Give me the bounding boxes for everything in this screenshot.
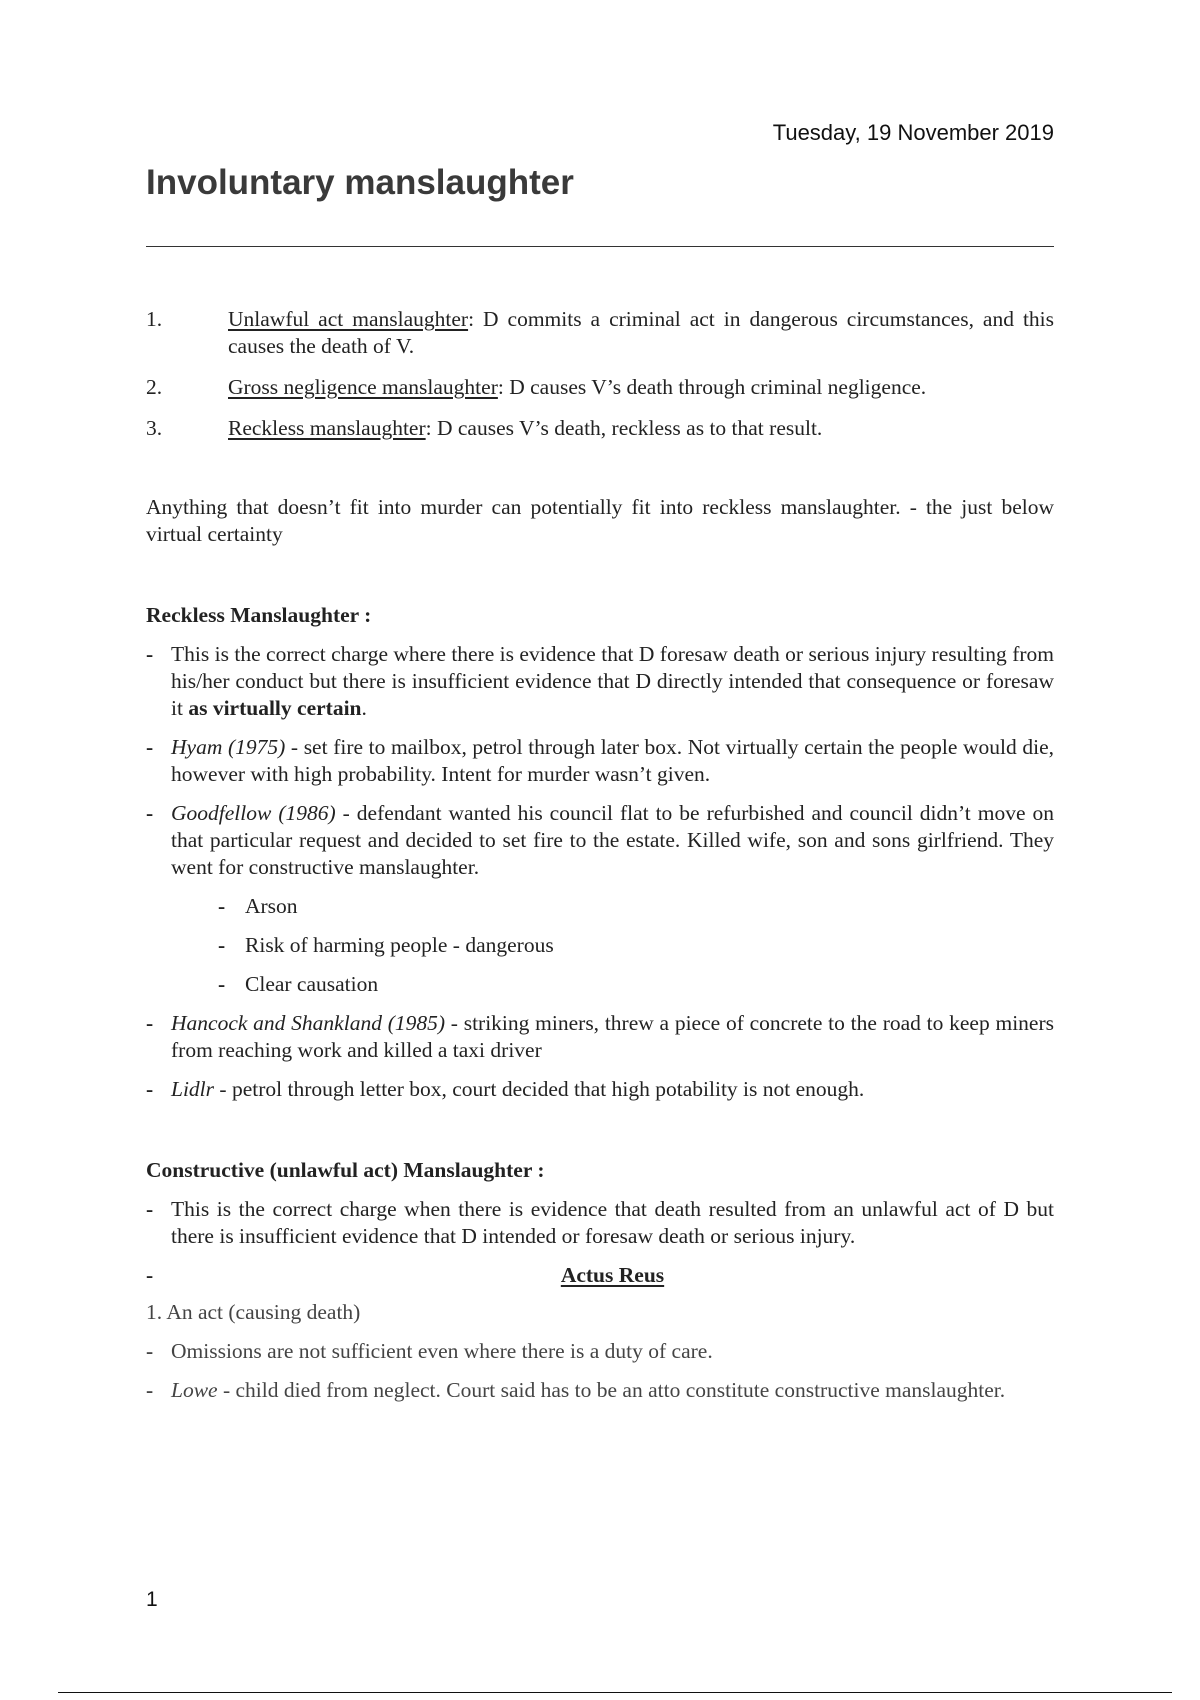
dash-bullet: - — [146, 1378, 154, 1402]
actus-reus-row — [146, 1262, 1054, 1289]
sub-list-item: - Clear causation — [218, 972, 379, 996]
dash-bullet: - — [146, 642, 154, 666]
item-number: 2. — [146, 375, 163, 399]
case-name: Lowe — [171, 1378, 218, 1402]
emphasis: as virtually certain — [188, 696, 362, 720]
numbered-item — [146, 306, 1054, 360]
document-date: Tuesday, 19 November 2019 — [772, 120, 1054, 145]
item-term: Gross negligence manslaughter — [228, 375, 498, 399]
list-item: - Goodfellow (1986) - defendant wanted his council flat to be refurbished and council didn’t move on that particular request and decided to set fire to the estate. Killed wife, son and sons girlfriend. They went for constructive manslaughter. — [146, 801, 1054, 879]
dash-bullet: - — [146, 1077, 154, 1101]
numbered-item — [146, 415, 1054, 442]
list-item: - Lidlr - petrol through letter box, court decided that high potability is not enough. — [146, 1077, 865, 1101]
case-name: Lidlr — [171, 1077, 215, 1101]
constructive-heading: Constructive (unlawful act) Manslaughter : — [146, 1158, 545, 1182]
dash-bullet: - — [218, 972, 226, 996]
dash-bullet: - — [218, 894, 226, 918]
list-item: - Hancock and Shankland (1985) - striking miners, threw a piece of concrete to the road to keep miners from reaching work and killed a taxi driver — [146, 1011, 1054, 1062]
case-name: Hancock and Shankland (1985) — [171, 1011, 446, 1035]
item-text: : D commits a criminal act in dangerous circumstances, and this causes the death of V. — [228, 307, 1055, 358]
sub-list-item: - Arson — [218, 894, 298, 918]
item-text: : D causes V’s death, reckless as to that result. — [425, 416, 823, 440]
actus-point: 1. An act (causing death) — [146, 1300, 361, 1324]
item-number: 3. — [146, 416, 163, 440]
sub-list-item: - Risk of harming people - dangerous — [218, 933, 554, 957]
page-number: 1 — [146, 1588, 158, 1611]
item-text: : D causes V’s death through criminal negligence. — [497, 375, 927, 399]
dash-bullet: - — [146, 1011, 154, 1035]
case-name: Goodfellow (1986) — [171, 801, 336, 825]
dash-bullet: - — [146, 1339, 154, 1363]
footer-divider — [58, 1692, 1172, 1693]
case-name: Hyam (1975) — [171, 735, 286, 759]
list-item: - Hyam (1975) - set fire to mailbox, petrol through later box. Not virtually certain the people would die, however with high probability. Intent for murder wasn’t given. — [146, 735, 1054, 786]
dash-bullet: - — [146, 735, 154, 759]
actus-reus-heading: Actus Reus — [560, 1263, 665, 1287]
item-term: Unlawful act manslaughter — [228, 307, 469, 331]
dash-bullet: - — [218, 933, 226, 957]
page-title: Involuntary manslaughter — [146, 163, 574, 202]
dash-bullet: - — [146, 1263, 154, 1287]
list-item: - Omissions are not sufficient even where there is a duty of care. — [146, 1339, 713, 1363]
item-term: Reckless manslaughter — [228, 416, 426, 440]
intro-paragraph: Anything that doesn’t fit into murder can potentially fit into reckless manslaughter. - the just below virtual certainty — [146, 495, 1054, 546]
dash-bullet: - — [146, 1197, 154, 1221]
document-body — [146, 306, 1054, 1416]
list-item: - This is the correct charge when there is evidence that death resulted from an unlawful act of D but there is insufficient evidence that D intended or foresaw death or serious injury. — [146, 1197, 1054, 1248]
list-item: - Lowe - child died from neglect. Court said has to be an atto constitute constructive manslaughter. — [146, 1378, 1006, 1402]
item-number: 1. — [146, 307, 163, 331]
dash-bullet: - — [146, 801, 154, 825]
title-divider — [146, 246, 1054, 247]
numbered-item — [146, 374, 1054, 401]
reckless-heading: Reckless Manslaughter : — [146, 603, 372, 627]
list-item: - This is the correct charge where there is evidence that D foresaw death or serious injury resulting from his/her conduct but there is insufficient evidence that D directly intended that consequence or foresaw it as virtually certain. — [146, 642, 1054, 720]
